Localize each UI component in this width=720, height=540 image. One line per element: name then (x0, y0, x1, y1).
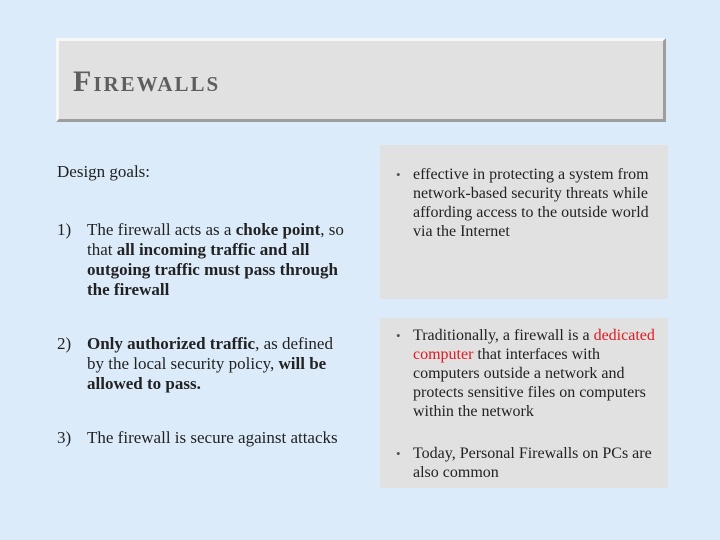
goal-number: 3) (57, 428, 72, 447)
bullet-panel-top (380, 145, 668, 299)
slide-title: Firewalls (73, 65, 221, 98)
bullet-text-part: that interfaces with computers outside a network and protects sensitive files on computers within the network (413, 346, 646, 420)
intro-text: Design goals: (57, 162, 151, 181)
bullet-text-part: Traditionally, a firewall is a (413, 327, 594, 344)
goal-number: 1) (57, 220, 72, 239)
goal-number: 2) (57, 334, 72, 353)
bullet-marker: • (396, 167, 401, 182)
goal-text-bold: Only authorized traffic (87, 334, 256, 353)
bullet-text: Today, Personal Firewalls on PCs are also common (413, 445, 652, 481)
bullet-text: effective in protecting a system from network-based security threats while affording access to the outside world via the Internet (413, 166, 649, 240)
bullet-marker: • (396, 446, 401, 461)
goal-text-bold: all incoming traffic and all outgoing traffic must pass through the firewall (87, 240, 338, 299)
goal-text (87, 428, 347, 448)
bullet-marker: • (396, 328, 401, 343)
goal-text-part: The firewall acts as a (87, 220, 236, 239)
goal-text (87, 334, 347, 394)
bullet-panel-bottom (380, 318, 668, 488)
goal-text-part: , so that (87, 220, 344, 259)
goal-text-bold: choke point (235, 220, 321, 239)
bullet-text (413, 326, 658, 421)
title-bar (56, 38, 666, 122)
highlighted-term: dedicated computer (413, 327, 655, 363)
goal-text-bold: will be allowed to pass. (87, 354, 327, 393)
goal-text-part: , as defined by the local security policy, (87, 334, 333, 373)
goal-text-part: The firewall is secure against attacks (87, 428, 338, 447)
goal-text (87, 220, 347, 300)
